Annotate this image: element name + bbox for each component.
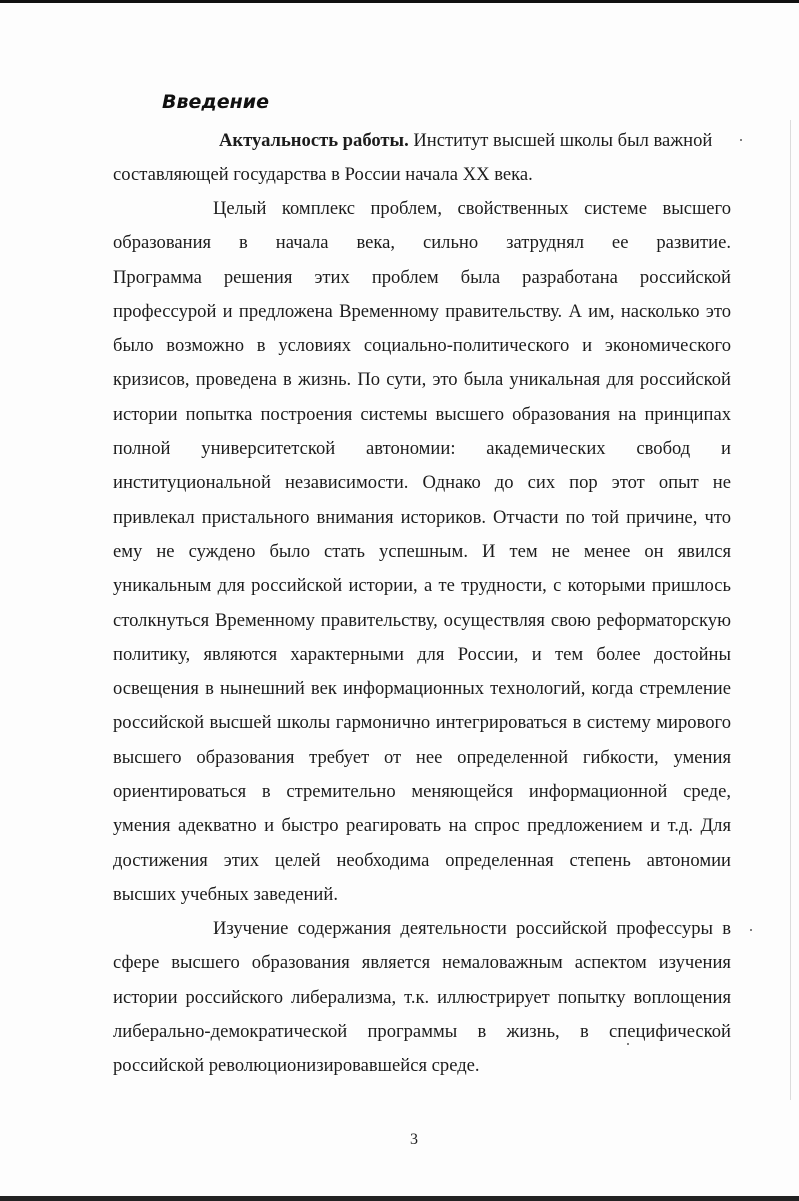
text-line: российской высшей школы гармонично интегрироваться в систему мирового xyxy=(113,712,731,734)
scan-speck xyxy=(740,139,742,141)
relevance-title: Актуальность работы. xyxy=(219,130,409,151)
text-line: Программа решения этих проблем была разработана российской xyxy=(113,266,731,288)
text-line xyxy=(113,124,731,158)
scan-edge-right xyxy=(790,120,791,1100)
text-line: столкнуться Временному правительству, осуществляя свою реформаторскую xyxy=(113,609,731,631)
text-line: составляющей государства в России начала XX века. xyxy=(113,164,533,186)
text-line: полной университетской автономии: академических свобод и xyxy=(113,438,731,460)
text-line: образования в начала века, сильно затруднял ее развитие. xyxy=(113,232,731,254)
text-line: кризисов, проведена в жизнь. По сути, это была уникальная для российской xyxy=(113,369,731,391)
text-line: ориентироваться в стремительно меняющейся информационной среде, xyxy=(113,781,731,803)
text-line: ему не суждено было стать успешным. И тем не менее он явился xyxy=(113,540,731,562)
text-line: институциональной независимости. Однако до сих пор этот опыт не xyxy=(113,472,731,494)
scan-speck xyxy=(750,929,752,931)
paragraph-main xyxy=(113,192,731,912)
text-line: истории попытка построения системы высшего образования на принципах xyxy=(113,403,731,425)
section-heading: Введение xyxy=(162,91,269,113)
text-line: привлекал пристального внимания историков. Отчасти по той причине, что xyxy=(113,506,731,528)
text-line: умения адекватно и быстро реагировать на спрос предложением и т.д. Для xyxy=(113,815,731,837)
paragraph-relevance xyxy=(113,124,731,193)
text-line: освещения в нынешний век информационных технологий, когда стремление xyxy=(113,678,731,700)
text-line: высшего образования требует от нее определенной гибкости, умения xyxy=(113,746,731,768)
text-line: сфере высшего образования является немаловажным аспектом изучения xyxy=(113,952,731,974)
text-line: Изучение содержания деятельности российской профессуры в xyxy=(213,918,731,939)
text-line: достижения этих целей необходима определенная степень автономии xyxy=(113,849,731,871)
scan-speck xyxy=(627,1043,629,1045)
text-line: высших учебных заведений. xyxy=(113,883,338,905)
text-line: уникальным для российской истории, а те трудности, с которыми пришлось xyxy=(113,575,731,597)
text-line: российской революционизировавшейся среде. xyxy=(113,1055,480,1077)
page-number: 3 xyxy=(410,1131,418,1148)
text-line: политику, являются характерными для России, и тем более достойны xyxy=(113,643,731,665)
text-line: истории российского либерализма, т.к. иллюстрирует попытку воплощения xyxy=(113,986,731,1008)
text-line: профессурой и предложена Временному правительству. А им, насколько это xyxy=(113,300,731,322)
text-line: либерально-демократической программы в жизнь, в специфической xyxy=(113,1020,731,1042)
scan-edge-top xyxy=(0,0,799,3)
paragraph-study xyxy=(113,912,731,1083)
text-line: было возможно в условиях социально-политического и экономического xyxy=(113,335,731,357)
text-span: Институт высшей школы был важной xyxy=(408,130,713,151)
scan-edge-bottom xyxy=(0,1196,799,1201)
text-line: Целый комплекс проблем, свойственных системе высшего xyxy=(213,198,731,219)
